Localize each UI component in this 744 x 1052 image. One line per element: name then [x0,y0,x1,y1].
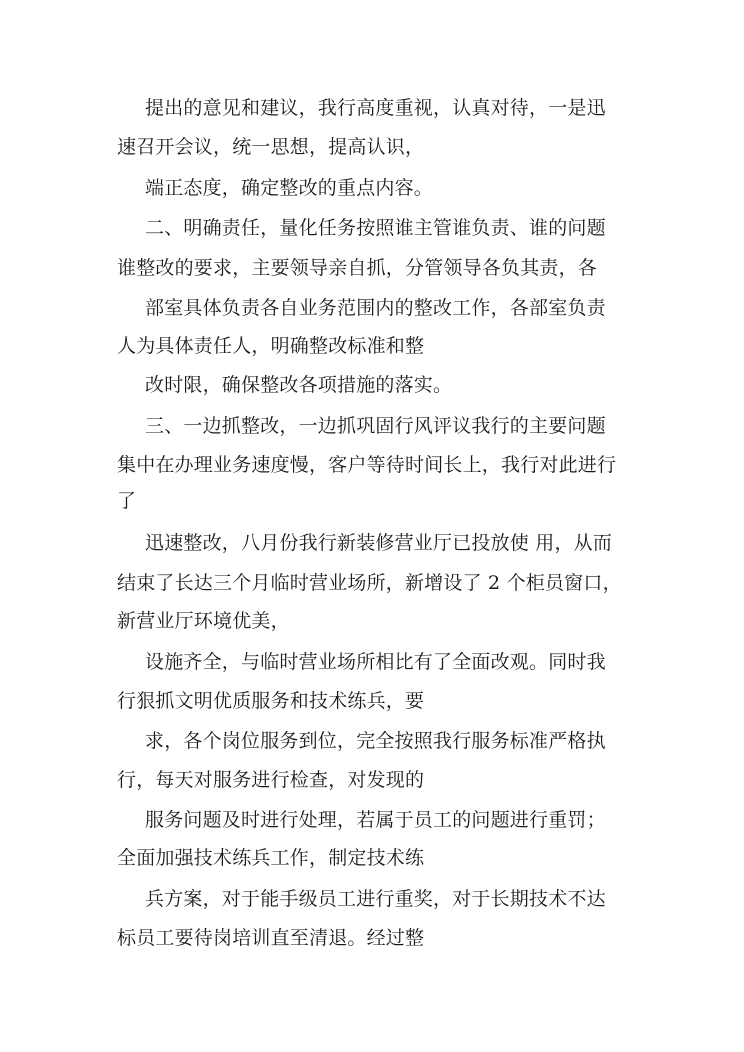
text-line: 全面加强技术练兵工作，制定技术练 [117,847,425,869]
text-line: 标员工要待岗培训直至清退。经过整 [117,927,425,949]
text-line: 三、一边抓整改，一边抓巩固行风评议我行的主要问题 [145,415,606,437]
text-line: 结束了长达三个月临时营业场所，新增设了 2 个柜员窗口， [117,572,622,594]
text-line: 人为具体责任人，明确整改标准和整 [117,335,425,357]
text-line: 二、明确责任，量化任务按照谁主管谁负责、谁的问题 [145,217,606,239]
text-line: 端正态度，确定整改的重点内容。 [145,177,434,199]
text-line: 集中在办理业务速度慢，客户等待时间长上，我行对此进行 [117,454,617,476]
text-line: 兵方案，对于能手级员工进行重奖，对于长期技术不达 [145,888,606,910]
text-line: 了 [117,490,137,512]
text-line: 谁整改的要求，主要领导亲自抓，分管领导各负其责，各 [117,257,598,279]
text-line: 提出的意见和建议，我行高度重视，认真对待，一是迅 [145,97,606,119]
text-line: 改时限，确保整改各项措施的落实。 [145,374,453,396]
text-line: 新营业厅环境优美， [117,610,290,632]
text-line: 服务问题及时进行处理，若属于员工的问题进行重罚； [145,809,606,831]
text-line: 速召开会议，统一思想，提高认识， [117,136,425,158]
text-line: 设施齐全，与临时营业场所相比有了全面改观。同时我 [145,651,606,673]
text-line: 行，每天对服务进行检查，对发现的 [117,769,425,791]
text-line: 迅速整改，八月份我行新装修营业厅已投放使 用，从而 [145,532,613,554]
text-line: 部室具体负责各自业务范围内的整改工作，各部室负责 [145,297,606,319]
text-line: 求，各个岗位服务到位，完全按照我行服务标准严格执 [145,730,606,752]
text-line: 行狠抓文明优质服务和技术练兵，要 [117,690,425,712]
